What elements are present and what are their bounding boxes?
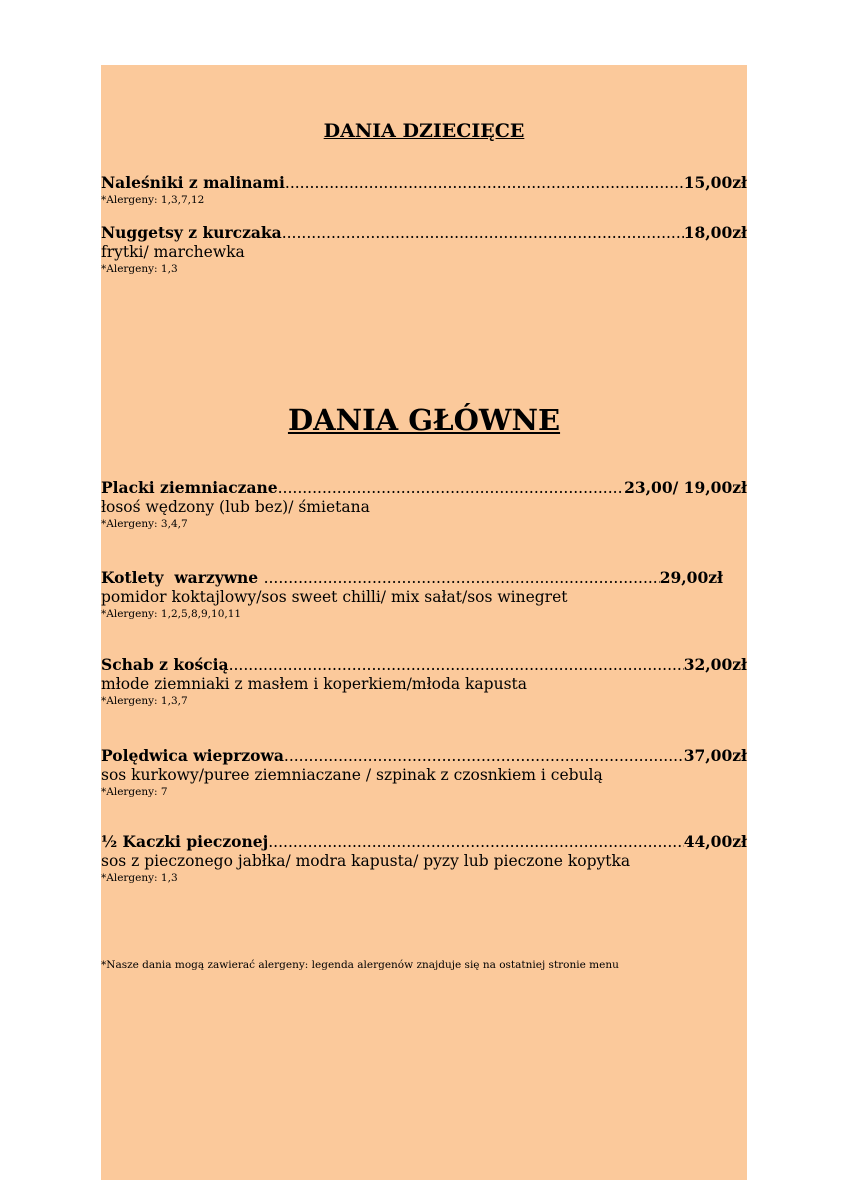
menu-item-description: łosoś wędzony (lub bez)/ śmietana (101, 498, 370, 516)
menu-item (101, 173, 747, 207)
menu-item-line (101, 568, 723, 588)
menu-item-name: Schab z kością (101, 655, 229, 674)
menu-item (101, 832, 747, 885)
leader-dots (284, 747, 684, 766)
menu-item-price: 37,00zł (683, 746, 747, 765)
menu-item-name: Naleśniki z malinami (101, 173, 285, 192)
menu-item-line (101, 746, 747, 766)
menu-item-line (101, 832, 747, 852)
menu-item-description: sos z pieczonego jabłka/ modra kapusta/ pyzy lub pieczone kopytka (101, 852, 631, 870)
menu-item-line (101, 173, 747, 193)
menu-item-allergens: *Alergeny: 1,2,5,8,9,10,11 (101, 608, 242, 620)
menu-item-description: pomidor koktajlowy/sos sweet chilli/ mix sałat/sos winegret (101, 588, 568, 606)
leader-dots (229, 656, 684, 675)
section-title-kids: DANIA DZIECIĘCE (323, 120, 525, 142)
menu-item-name: Nuggetsy z kurczaka (101, 223, 282, 242)
menu-item-name: ½ Kaczki pieczonej (101, 832, 269, 851)
menu-item-allergens: *Alergeny: 1,3 (101, 263, 178, 275)
menu-item-allergens: *Alergeny: 1,3,7 (101, 695, 188, 707)
leader-dots (268, 833, 683, 852)
menu-item-description: młode ziemniaki z masłem i koperkiem/młoda kapusta (101, 675, 528, 693)
menu-item-line (101, 223, 747, 243)
menu-item-description: frytki/ marchewka (101, 243, 245, 261)
menu-item-price: 18,00zł (683, 223, 747, 242)
menu-item-name: Polędwica wieprzowa (101, 746, 284, 765)
menu-item-name: Kotlety warzywne (101, 568, 264, 587)
menu-item (101, 655, 747, 708)
menu-item-name: Placki ziemniaczane (101, 478, 278, 497)
menu-item-price: 32,00zł (683, 655, 747, 674)
leader-dots (285, 174, 684, 193)
menu-item-allergens: *Alergeny: 1,3 (101, 872, 178, 884)
menu-item-price: 15,00zł (683, 173, 747, 192)
menu-item-allergens: *Alergeny: 1,3,7,12 (101, 194, 205, 206)
menu-item (101, 223, 747, 276)
menu-item-price: 23,00/ 19,00zł (624, 478, 747, 497)
leader-dots (278, 479, 624, 498)
menu-page (101, 65, 747, 1180)
menu-item-allergens: *Alergeny: 7 (101, 786, 168, 798)
allergen-footnote: *Nasze dania mogą zawierać alergeny: legenda alergenów znajduje się na ostatniej stronie menu (101, 959, 619, 971)
menu-item-allergens: *Alergeny: 3,4,7 (101, 518, 188, 530)
menu-item-line (101, 655, 747, 675)
menu-item (101, 568, 723, 621)
leader-dots (264, 569, 660, 588)
menu-item-line (101, 478, 747, 498)
menu-item-price: 29,00zł (659, 568, 723, 587)
section-title-main: DANIA GŁÓWNE (287, 403, 561, 437)
menu-item-price: 44,00zł (683, 832, 747, 851)
leader-dots (282, 224, 684, 243)
menu-item-description: sos kurkowy/puree ziemniaczane / szpinak z czosnkiem i cebulą (101, 766, 603, 784)
menu-item (101, 746, 747, 799)
menu-item (101, 478, 747, 531)
